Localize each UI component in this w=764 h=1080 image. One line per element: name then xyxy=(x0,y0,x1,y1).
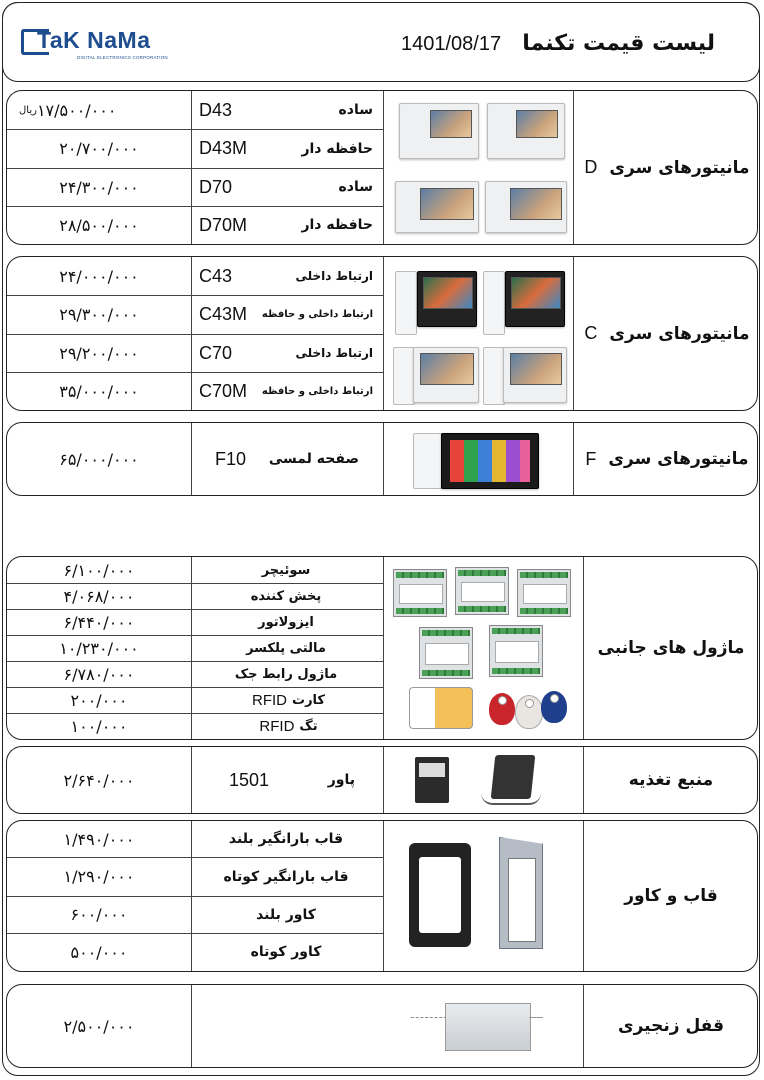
product: مالتی پلکسر xyxy=(246,640,326,656)
table-row xyxy=(7,747,385,813)
product: D70M حافظه دار xyxy=(199,214,373,235)
rfid-tag-image xyxy=(541,691,567,723)
price: ۱/۴۹۰/۰۰۰ xyxy=(63,829,135,849)
logo-text: TaK NaMa xyxy=(37,27,151,53)
power-supply-image xyxy=(407,753,557,809)
category-label: منبع تغذیه xyxy=(628,770,714,790)
rfid-tag-image xyxy=(515,695,543,729)
price: ۲۹/۳۰۰/۰۰۰ xyxy=(59,305,139,324)
table-row xyxy=(7,295,385,334)
category-label: مانیتورهای سری C xyxy=(584,323,750,344)
rfid-tag-image xyxy=(489,693,515,725)
table-row xyxy=(7,372,385,410)
category-label: قفل زنجیری xyxy=(618,1016,724,1036)
product: کاور کوتاه xyxy=(250,944,322,960)
section-power-supply xyxy=(6,746,758,814)
product: پخش کننده xyxy=(250,588,322,604)
product: D70 ساده xyxy=(199,176,373,197)
price: ۲۴/۳۰۰/۰۰۰ xyxy=(59,177,139,197)
table-row xyxy=(7,687,385,713)
product: ماژول رابط جک xyxy=(234,666,338,682)
table-row xyxy=(7,91,385,129)
table-row xyxy=(7,661,385,687)
logo-subtitle: DIGITAL ELECTRONICS CORPORATION xyxy=(77,55,168,60)
category-label: مانیتورهای سری F xyxy=(585,448,749,469)
product: C43M ارتباط داخلی و حافظه xyxy=(199,304,373,324)
table-row xyxy=(7,985,385,1067)
price: ۲۰/۷۰۰/۰۰۰ xyxy=(59,139,139,158)
table-row xyxy=(7,821,385,857)
price: ۲/۶۴۰/۰۰۰ xyxy=(63,770,135,790)
table-row xyxy=(7,334,385,372)
price: ۲۸/۵۰۰/۰۰۰ xyxy=(59,215,139,235)
c-series-monitors-image xyxy=(391,265,567,403)
price: ۲۰۰/۰۰۰ xyxy=(70,690,128,710)
section-d-series xyxy=(6,90,758,245)
section-modules xyxy=(6,556,758,740)
table-row xyxy=(7,713,385,739)
price: ۶/۴۴۰/۰۰۰ xyxy=(63,612,135,632)
table-row xyxy=(7,206,385,244)
chain-lock-image xyxy=(407,997,547,1057)
section-chain-lock xyxy=(6,984,758,1068)
product: ایزولاتور xyxy=(258,614,314,630)
price: ۲۹/۲۰۰/۰۰۰ xyxy=(59,343,139,363)
product: قاب بارانگیر بلند xyxy=(228,831,344,847)
table-row xyxy=(7,635,385,661)
price: ۱۰/۲۳۰/۰۰۰ xyxy=(59,638,139,658)
product: کارت RFID xyxy=(252,691,325,709)
document-title: لیست قیمت تکنما xyxy=(522,31,715,56)
header xyxy=(2,2,760,82)
price: ۲/۵۰۰/۰۰۰ xyxy=(63,1016,135,1036)
product: قاب بارانگیر کوتاه xyxy=(223,868,349,885)
table-row xyxy=(7,423,385,495)
table-row xyxy=(7,896,385,933)
price: ۶/۱۰۰/۰۰۰ xyxy=(63,560,135,580)
product: C70 ارتباط داخلی xyxy=(199,342,373,363)
modules-image xyxy=(389,563,579,735)
price: ریال ۱۷/۵۰۰/۰۰۰ xyxy=(19,100,117,120)
price: ۴/۰۶۸/۰۰۰ xyxy=(63,586,135,606)
logo xyxy=(21,23,201,67)
product: سوئیچر xyxy=(261,562,311,578)
product: تگ RFID xyxy=(259,717,318,735)
price: ۶/۷۸۰/۰۰۰ xyxy=(63,664,135,684)
table-row xyxy=(7,168,385,206)
price: ۶۵/۰۰۰/۰۰۰ xyxy=(59,449,139,469)
product: D43M حافظه دار xyxy=(199,138,373,158)
product: F10 صفحه لمسی xyxy=(215,448,359,469)
category-label: مانیتورهای سری D xyxy=(584,157,750,178)
price: ۲۴/۰۰۰/۰۰۰ xyxy=(59,266,139,286)
category-label: ماژول های جانبی xyxy=(597,638,745,658)
document-date: 1401/08/17 xyxy=(401,33,502,55)
table-row xyxy=(7,933,385,971)
frames-covers-image xyxy=(399,837,559,961)
table-row xyxy=(7,257,385,295)
rfid-card-image xyxy=(409,687,473,729)
f-series-monitor-image xyxy=(413,431,539,489)
price: ۳۵/۰۰۰/۰۰۰ xyxy=(59,381,139,401)
price: ۵۰۰/۰۰۰ xyxy=(70,942,128,962)
table-row xyxy=(7,609,385,635)
section-f-series xyxy=(6,422,758,496)
section-c-series xyxy=(6,256,758,411)
product: 1501 پاور xyxy=(229,769,355,790)
table-row xyxy=(7,857,385,896)
table-row xyxy=(7,129,385,168)
table-row xyxy=(7,583,385,609)
table-row xyxy=(7,557,385,583)
product: کاور بلند xyxy=(256,906,316,923)
section-frames-covers xyxy=(6,820,758,972)
category-label: قاب و کاور xyxy=(624,886,718,906)
price: ۱۰۰/۰۰۰ xyxy=(70,716,128,736)
product: C70M ارتباط داخلی و حافظه xyxy=(199,380,373,401)
product: D43 ساده xyxy=(199,99,373,120)
price: ۶۰۰/۰۰۰ xyxy=(70,905,128,924)
d-series-monitors-image xyxy=(391,99,567,237)
price: ۱/۲۹۰/۰۰۰ xyxy=(63,867,135,886)
product: C43 ارتباط داخلی xyxy=(199,265,373,286)
